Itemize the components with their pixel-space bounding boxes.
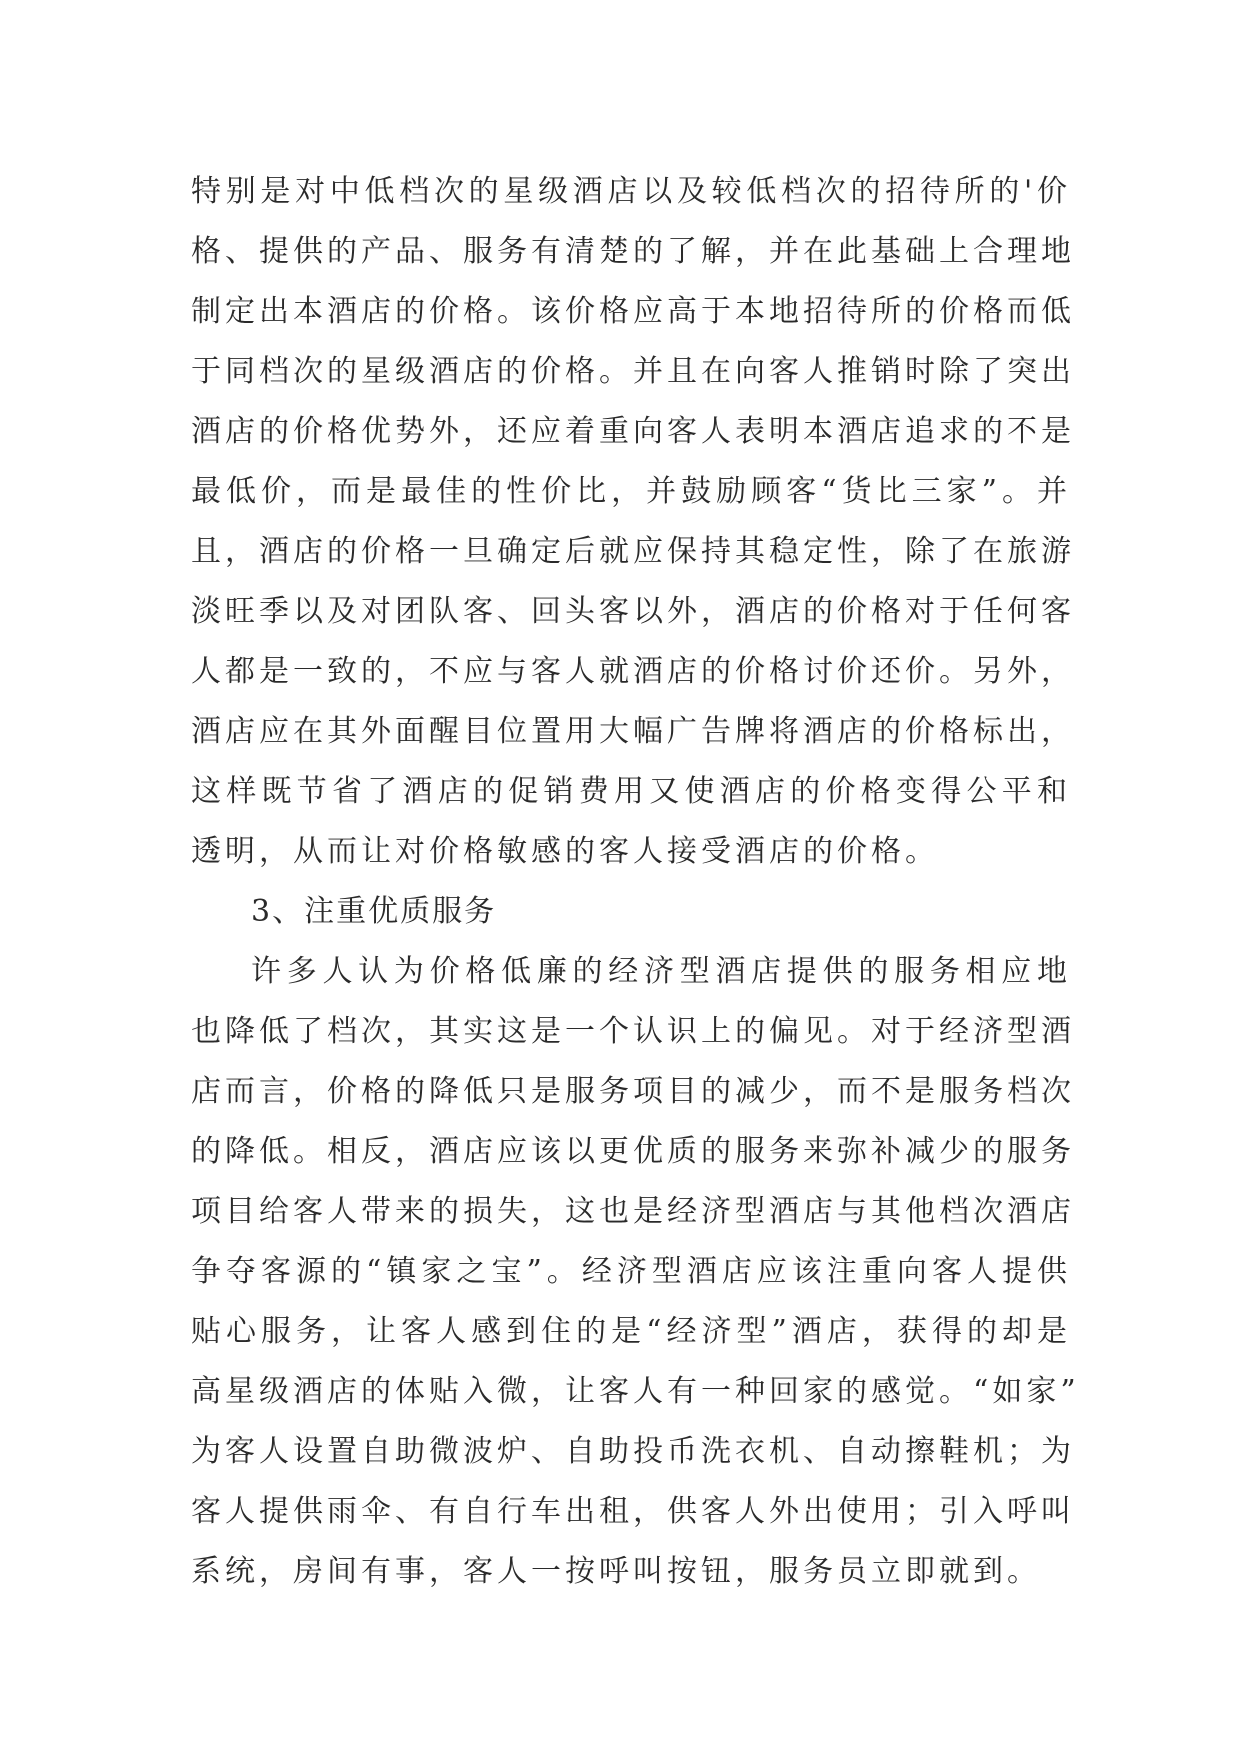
text-line: 透明，从而让对价格敏感的客人接受酒店的价格。	[191, 834, 939, 869]
text-line: 格、提供的产品、服务有清楚的了解，并在此基础上合理地	[191, 234, 1075, 269]
section-heading: 3、注重优质服务	[251, 894, 497, 929]
paragraph-pricing	[191, 162, 1075, 882]
text-line: 也降低了档次，其实这是一个认识上的偏见。对于经济型酒	[191, 1014, 1075, 1049]
paragraph-service	[191, 942, 1080, 1602]
text-line: 于同档次的星级酒店的价格。并且在向客人推销时除了突出	[191, 354, 1075, 389]
text-line: 高星级酒店的体贴入微，让客人有一种回家的感觉。“如家”	[191, 1374, 1080, 1409]
text-line: 的降低。相反，酒店应该以更优质的服务来弥补减少的服务	[191, 1134, 1075, 1169]
text-line: 为客人设置自助微波炉、自助投币洗衣机、自动擦鞋机；为	[191, 1434, 1075, 1469]
text-line: 特别是对中低档次的星级酒店以及较低档次的招待所的'价	[191, 174, 1071, 209]
text-line: 酒店的价格优势外，还应着重向客人表明本酒店追求的不是	[191, 414, 1075, 449]
text-line: 许多人认为价格低廉的经济型酒店提供的服务相应地	[251, 954, 1071, 989]
text-line: 淡旺季以及对团队客、回头客以外，酒店的价格对于任何客	[191, 594, 1075, 629]
text-line: 客人提供雨伞、有自行车出租，供客人外出使用；引入呼叫	[191, 1494, 1075, 1529]
text-line: 最低价，而是最佳的性价比，并鼓励顾客“货比三家”。并	[191, 474, 1071, 509]
text-line: 争夺客源的“镇家之宝”。经济型酒店应该注重向客人提供	[191, 1254, 1071, 1289]
text-line: 系统，房间有事，客人一按呼叫按钮，服务员立即就到。	[191, 1554, 1041, 1589]
document-body	[191, 162, 1080, 1602]
text-line: 且，酒店的价格一旦确定后就应保持其稳定性，除了在旅游	[191, 534, 1075, 569]
text-line: 贴心服务，让客人感到住的是“经济型”酒店，获得的却是	[191, 1314, 1071, 1349]
text-line: 酒店应在其外面醒目位置用大幅广告牌将酒店的价格标出，	[191, 714, 1075, 749]
text-line: 这样既节省了酒店的促销费用又使酒店的价格变得公平和	[191, 774, 1071, 809]
text-line: 店而言，价格的降低只是服务项目的减少，而不是服务档次	[191, 1074, 1075, 1109]
text-line: 项目给客人带来的损失，这也是经济型酒店与其他档次酒店	[191, 1194, 1075, 1229]
text-line: 人都是一致的，不应与客人就酒店的价格讨价还价。另外，	[191, 654, 1075, 689]
text-line: 制定出本酒店的价格。该价格应高于本地招待所的价格而低	[191, 294, 1075, 329]
